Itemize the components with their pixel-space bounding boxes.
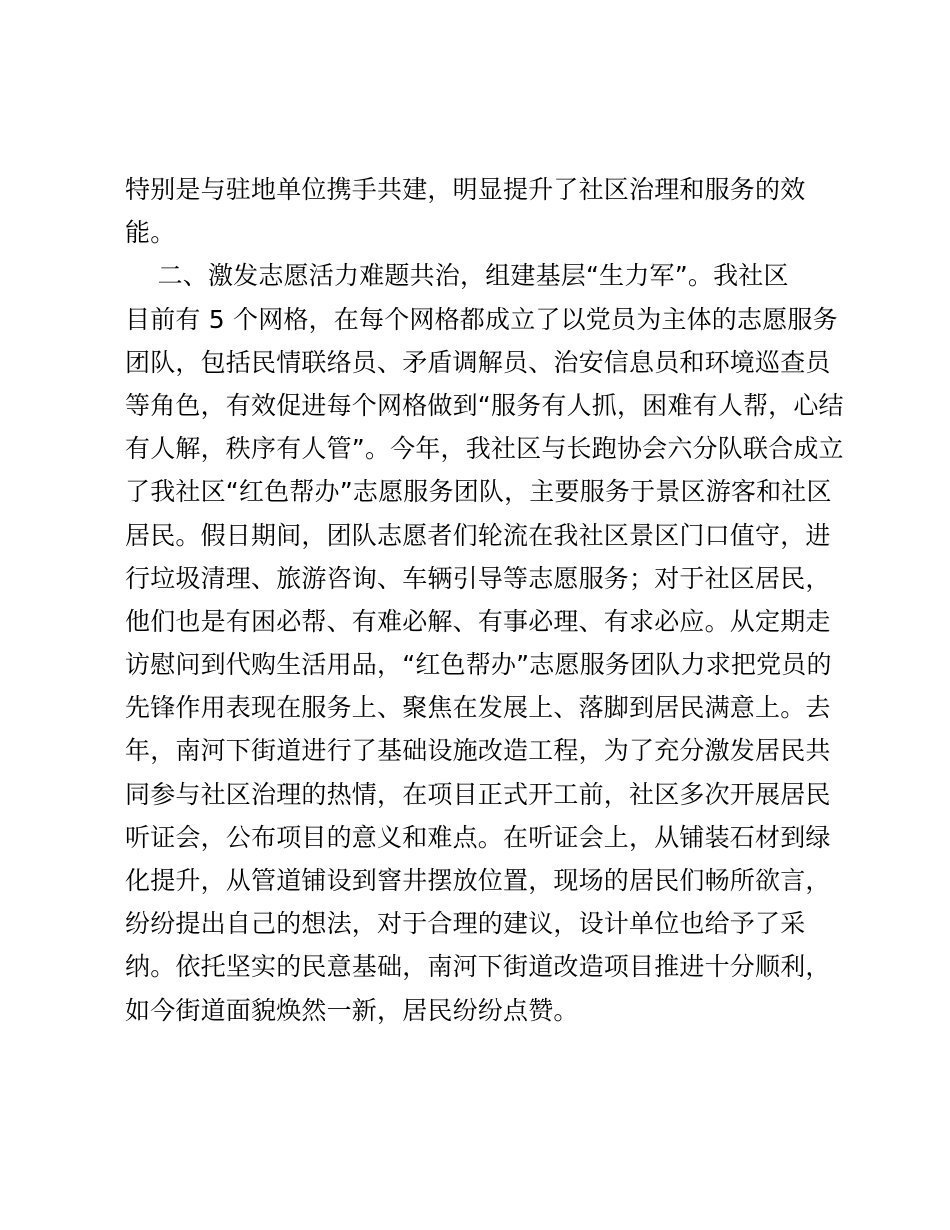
text-line: 年，南河下街道进行了基础设施改造工程，为了充分激发居民共: [125, 736, 831, 766]
text-line: 行垃圾清理、旅游咨询、车辆引导等志愿服务；对于社区居民，: [125, 563, 831, 593]
text-line: 听证会，公布项目的意义和难点。在听证会上，从铺装石材到绿: [125, 822, 831, 852]
text-line: 访慰问到代购生活用品，“红色帮办”志愿服务团队力求把党员的: [125, 650, 832, 680]
text-line: 同参与社区治理的热情，在项目正式开工前，社区多次开展居民: [125, 779, 831, 809]
text-line: 二、激发志愿活力难题共治，组建基层“生力军”。我社区: [125, 261, 789, 291]
text-line: 先锋作用表现在服务上、聚焦在发展上、落脚到居民满意上。去: [125, 693, 831, 723]
text-line: 等角色，有效促进每个网格做到“服务有人抓，困难有人帮，心结: [125, 390, 844, 420]
text-line: 居民。假日期间，团队志愿者们轮流在我社区景区门口值守，进: [125, 520, 831, 550]
text-line: 目前有 5 个网格，在每个网格都成立了以党员为主体的志愿服务: [125, 304, 838, 334]
body-text: [125, 168, 845, 1032]
text-line: 有人解，秩序有人管”。今年，我社区与长跑协会六分队联合成立: [125, 434, 844, 464]
text-line: 化提升，从管道铺设到窨井摆放位置，现场的居民们畅所欲言，: [125, 866, 831, 895]
text-line: 纷纷提出自己的想法，对于合理的建议，设计单位也给予了采: [125, 909, 806, 939]
text-line: 特别是与驻地单位携手共建，明显提升了社区治理和服务的效: [125, 175, 806, 204]
text-line: 团队，包括民情联络员、矛盾调解员、治安信息员和环境巡查员: [125, 347, 831, 377]
text-line: 如今街道面貌焕然一新，居民纷纷点赞。: [125, 995, 579, 1025]
text-line: 他们也是有困必帮、有难必解、有事必理、有求必应。从定期走: [125, 606, 831, 636]
text-line: 能。: [125, 218, 176, 248]
text-line: 了我社区“红色帮办”志愿服务团队，主要服务于景区游客和社区: [125, 477, 832, 507]
text-line: 纳。依托坚实的民意基础，南河下街道改造项目推进十分顺利，: [125, 952, 831, 982]
